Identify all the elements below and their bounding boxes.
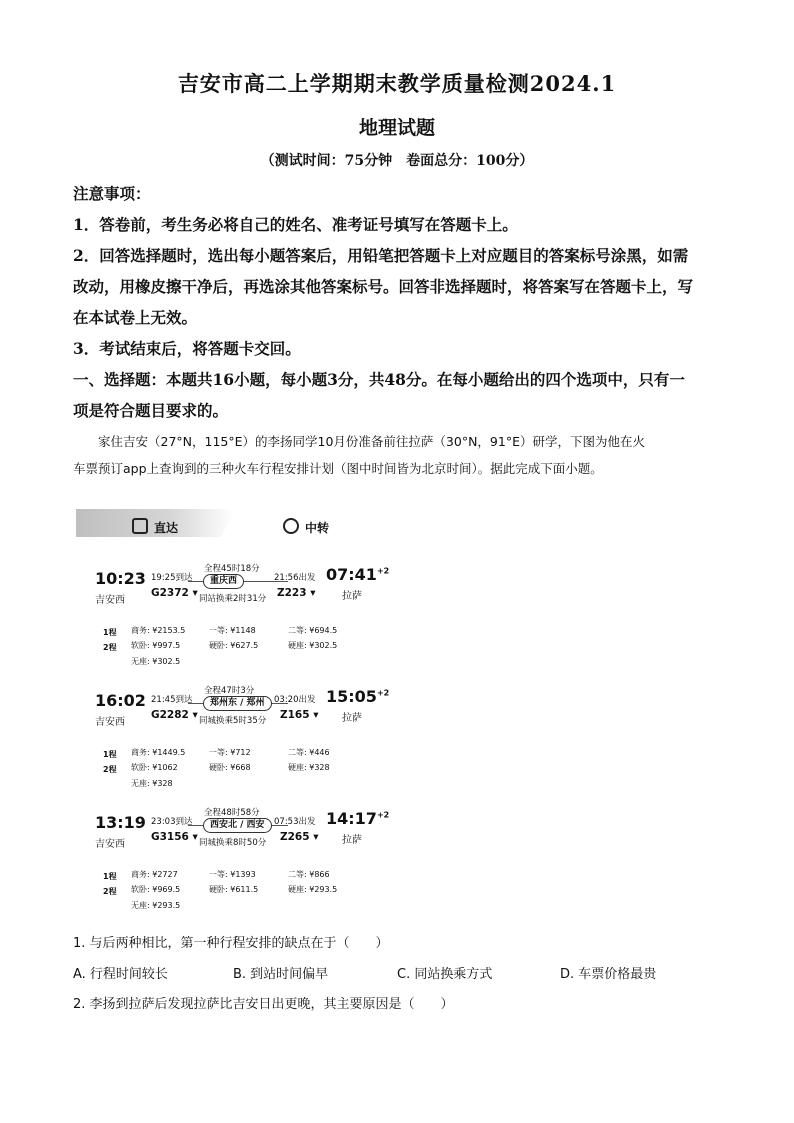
- section-1-line-2: 项是符合题目要求的。: [73, 401, 229, 420]
- trip-card[interactable]: [76, 559, 396, 684]
- section-1-line-1: 一、选择题：本题共16小题，每小题3分，共48分。在每小题给出的四个选项中，只有一: [73, 370, 685, 389]
- price: 一等: ¥1148: [209, 626, 256, 635]
- question-1: 1. 与后两种相比，第一种行程安排的缺点在于（ ）: [73, 936, 389, 951]
- price: 无座: ¥328: [131, 779, 173, 788]
- notice-item-2-line-1: 2．回答选择题时，选出每小题答案后，用铅笔把答题卡上对应题目的答案标号涂黑，如需: [73, 246, 689, 265]
- passage: [73, 428, 723, 482]
- transfer-note: 同城换乘8时50分: [199, 838, 267, 848]
- arrival-station: 拉萨: [342, 713, 362, 724]
- leg-label-2: 2程: [103, 887, 117, 896]
- price: 软卧: ¥1062: [131, 763, 178, 772]
- departure-station: 吉安西: [95, 839, 125, 850]
- departure-time: 10:23: [95, 569, 146, 588]
- tab-direct[interactable]: [132, 518, 178, 536]
- notice-block: [73, 178, 723, 426]
- leg-label-1: 1程: [103, 750, 117, 759]
- leg2-departure: 21:56出发: [274, 573, 316, 583]
- transfer-hub: 郑州东 / 郑州: [203, 696, 272, 711]
- chevron-down-icon: ▾: [192, 831, 198, 843]
- leg-label-1: 1程: [103, 628, 117, 637]
- question-1-option-d[interactable]: D. 车票价格最贵: [560, 967, 657, 982]
- question-2: 2. 李扬到拉萨后发现拉萨比吉安日出更晚，其主要原因是（ ）: [73, 997, 454, 1012]
- price: 商务: ¥2727: [131, 870, 178, 879]
- price: 硬卧: ¥627.5: [209, 641, 259, 650]
- departure-station: 吉安西: [95, 717, 125, 728]
- notice-item-2-line-3: 在本试卷上无效。: [73, 308, 198, 327]
- arrival-time: $15:05^{+2}$: [326, 687, 390, 706]
- departure-station: 吉安西: [95, 595, 125, 606]
- leg1-arrival: 23:03到达: [151, 817, 193, 827]
- arrival-day-offset: +2: [376, 810, 390, 820]
- question-1-option-a[interactable]: A. 行程时间较长: [73, 967, 168, 982]
- leg2-departure: 07:53出发: [274, 817, 316, 827]
- exam-info: （测试时间：75分钟 卷面总分：100分）: [260, 153, 534, 169]
- train-app-screenshot: [76, 503, 396, 913]
- chevron-down-icon: ▾: [192, 587, 198, 599]
- leg1-train-number[interactable]: G2282 ▾: [151, 709, 198, 721]
- leg2-train-number[interactable]: Z223 ▾: [277, 587, 316, 599]
- price: 硬卧: ¥611.5: [209, 885, 259, 894]
- chevron-down-icon: ▾: [310, 587, 316, 599]
- train-icon: [132, 518, 148, 534]
- departure-time: 16:02: [95, 691, 146, 710]
- price: 硬座: ¥302.5: [288, 641, 338, 650]
- arrival-time: $14:17^{+2}$: [326, 809, 390, 828]
- price: 无座: ¥302.5: [131, 657, 181, 666]
- question-1-option-b[interactable]: B. 到站时间偏早: [233, 967, 329, 982]
- notice-item-2-line-2: 改动，用橡皮擦干净后，再选涂其他答案标号。回答非选择题时，将答案写在答题卡上，写: [73, 277, 694, 296]
- arrival-day-offset: +2: [376, 688, 390, 698]
- subject-title: 地理试题: [358, 117, 435, 139]
- price: 二等: ¥866: [288, 870, 330, 879]
- tab-transfer-label: 中转: [305, 521, 330, 535]
- exam-title: 吉安市高二上学期期末教学质量检测2024.1: [177, 71, 617, 96]
- tab-transfer[interactable]: [283, 518, 329, 536]
- price: 二等: ¥694.5: [288, 626, 338, 635]
- price: 软卧: ¥969.5: [131, 885, 181, 894]
- transfer-hub: 西安北 / 西安: [203, 818, 272, 833]
- price: 硬座: ¥328: [288, 763, 330, 772]
- arrival-time: $07:41^{+2}$: [326, 565, 390, 584]
- trip-card[interactable]: [76, 681, 396, 806]
- transfer-note: 同城换乘5时35分: [199, 716, 267, 726]
- leg2-train-number[interactable]: Z165 ▾: [280, 709, 319, 721]
- departure-time: 13:19: [95, 813, 146, 832]
- leg1-arrival: 19:25到达: [151, 573, 193, 583]
- leg2-train-number[interactable]: Z265 ▾: [280, 831, 319, 843]
- passage-line-2: 车票预订app上查询到的三种火车行程安排计划（图中时间皆为北京时间）。据此完成下面小题。: [73, 461, 603, 476]
- price: 硬卧: ¥668: [209, 763, 251, 772]
- price: 一等: ¥1393: [209, 870, 256, 879]
- notice-item-3: 3．考试结束后，将答题卡交回。: [73, 339, 301, 358]
- notice-item-1: 1．答卷前，考生务必将自己的姓名、准考证号填写在答题卡上。: [73, 215, 518, 234]
- leg2-departure: 03:20出发: [274, 695, 316, 705]
- arrival-day-offset: +2: [376, 566, 390, 576]
- notice-heading: 注意事项：: [73, 184, 151, 203]
- transfer-note: 同站换乘2时31分: [199, 594, 267, 604]
- arrival-station: 拉萨: [342, 835, 362, 846]
- price: 软卧: ¥997.5: [131, 641, 181, 650]
- chevron-down-icon: ▾: [192, 709, 198, 721]
- leg1-arrival: 21:45到达: [151, 695, 193, 705]
- transfer-train-icon: [283, 518, 299, 534]
- price: 二等: ¥446: [288, 748, 330, 757]
- leg1-train-number[interactable]: G2372 ▾: [151, 587, 198, 599]
- chevron-down-icon: ▾: [313, 831, 319, 843]
- trip-card[interactable]: [76, 803, 396, 928]
- transfer-hub: 重庆西: [203, 574, 244, 589]
- leg1-train-number[interactable]: G3156 ▾: [151, 831, 198, 843]
- price: 商务: ¥1449.5: [131, 748, 186, 757]
- price: 一等: ¥712: [209, 748, 251, 757]
- leg-label-2: 2程: [103, 765, 117, 774]
- price: 硬座: ¥293.5: [288, 885, 338, 894]
- leg-label-1: 1程: [103, 872, 117, 881]
- arrival-station: 拉萨: [342, 591, 362, 602]
- total-duration: 全程45时18分: [204, 564, 260, 574]
- total-duration: 全程48时58分: [204, 808, 260, 818]
- chevron-down-icon: ▾: [313, 709, 319, 721]
- question-1-option-c[interactable]: C. 同站换乘方式: [397, 967, 493, 982]
- price: 无座: ¥293.5: [131, 901, 181, 910]
- total-duration: 全程47时3分: [204, 686, 255, 696]
- passage-line-1: 家住吉安（27°N，115°E）的李扬同学10月份准备前往拉萨（30°N，91°E）研学，下图为他在火: [98, 434, 645, 449]
- leg-label-2: 2程: [103, 643, 117, 652]
- price: 商务: ¥2153.5: [131, 626, 186, 635]
- tab-direct-label: 直达: [154, 521, 179, 535]
